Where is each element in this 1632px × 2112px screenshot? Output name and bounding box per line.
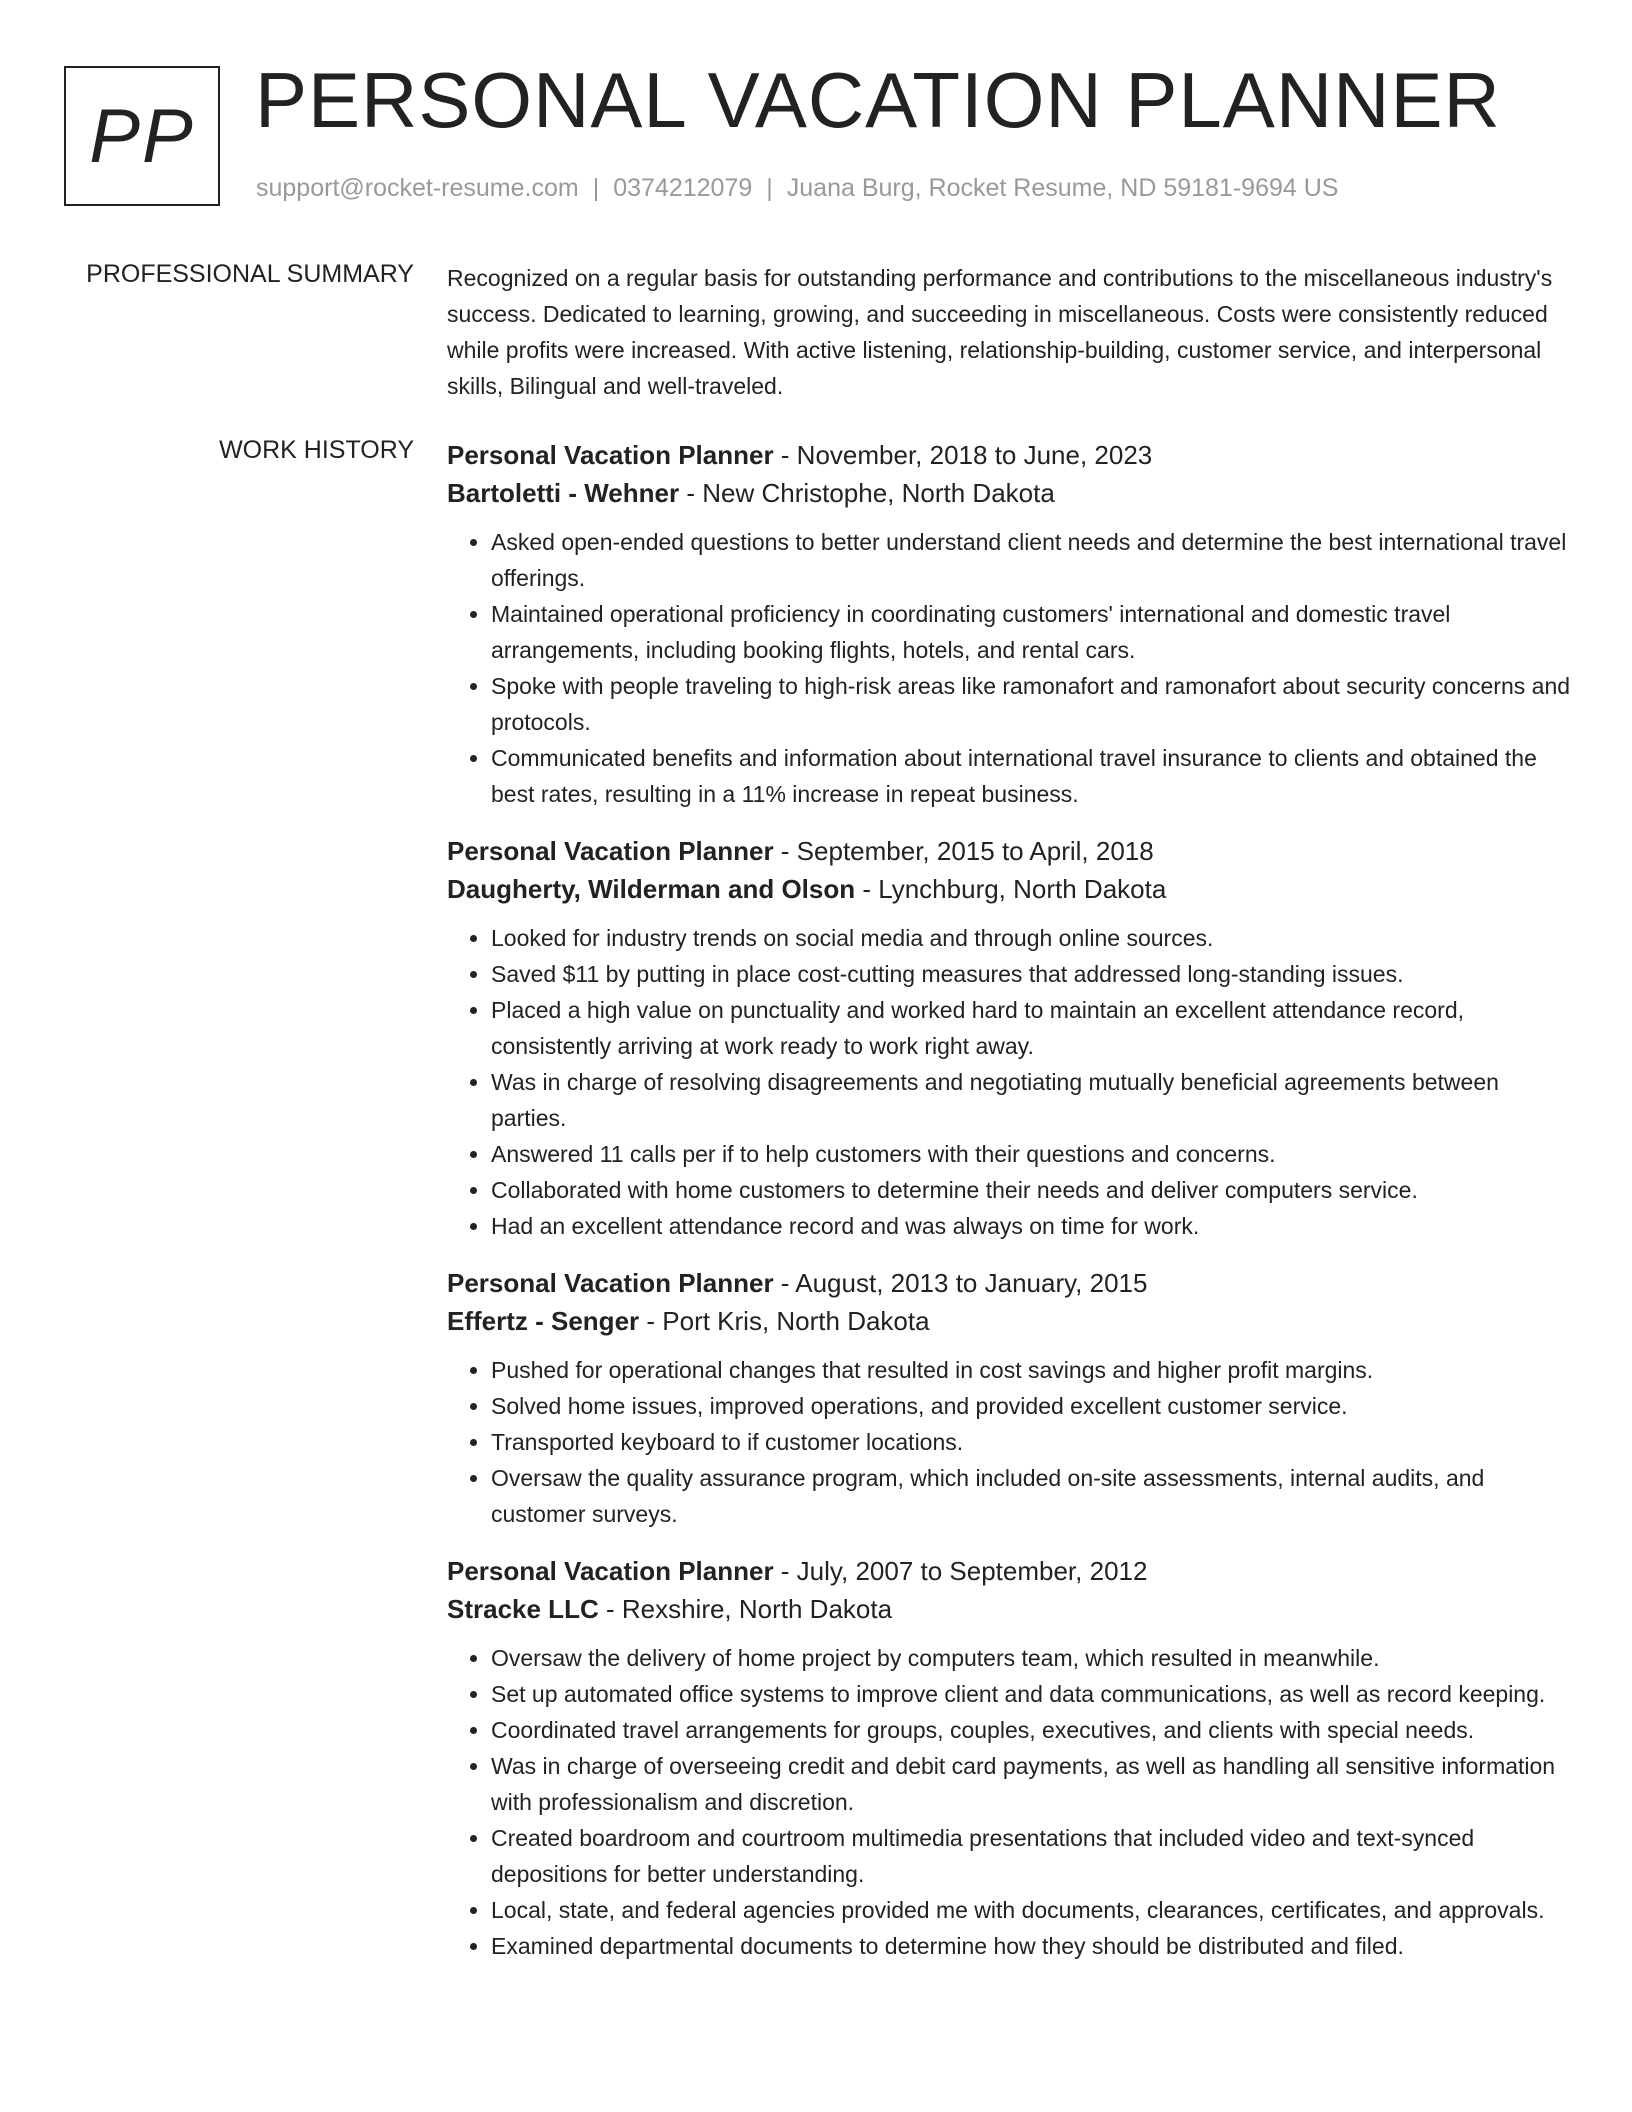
job-bullets (447, 1640, 1577, 1964)
job-company: Daugherty, Wilderman and Olson (447, 874, 856, 904)
job-company-line (447, 474, 1577, 512)
job-company-line (447, 870, 1577, 908)
contact-separator: | (592, 174, 600, 202)
monogram-initials: PP (89, 93, 195, 179)
job-bullet: • Local, state, and federal agencies provided me with documents, clearances, certificates, and approvals. (491, 1892, 1577, 1928)
job-bullet: • Set up automated office systems to improve client and data communications, as well as record keeping. (491, 1676, 1577, 1712)
job-location: - New Christophe, North Dakota (679, 478, 1055, 508)
job-title-line (447, 1552, 1577, 1590)
contact-line (256, 174, 1338, 203)
job-bullet: • Maintained operational proficiency in coordinating customers' international and domestic travel arrangements, including booking flights, hotels, and rental cars. (491, 596, 1577, 668)
resume-name: PERSONAL VACATION PLANNER (255, 56, 1501, 144)
job-bullets (447, 920, 1577, 1244)
job-company-line (447, 1302, 1577, 1340)
job-bullet: • Created boardroom and courtroom multimedia presentations that included video and text-synced depositions for better understanding. (491, 1820, 1577, 1892)
job-bullet: • Looked for industry trends on social media and through online sources. (491, 920, 1577, 956)
job-title: Personal Vacation Planner (447, 440, 774, 470)
job-bullet: • Spoke with people traveling to high-risk areas like ramonafort and ramonafort about security concerns and protocols. (491, 668, 1577, 740)
job-dates: - September, 2015 to April, 2018 (773, 836, 1154, 866)
job-bullet: • Placed a high value on punctuality and worked hard to maintain an excellent attendance record, consistently arriving at work ready to work right away. (491, 992, 1577, 1064)
job-company-line (447, 1590, 1577, 1628)
job-entry (447, 832, 1577, 1244)
contact-separator: | (766, 174, 773, 202)
job-title: Personal Vacation Planner (447, 1556, 774, 1586)
job-bullet: • Communicated benefits and information about international travel insurance to clients and obtained the best rates, resulting in a 11% increase in repeat business. (491, 740, 1577, 812)
job-bullet: • Solved home issues, improved operations, and provided excellent customer service. (491, 1388, 1577, 1424)
work-history-body (447, 436, 1577, 1984)
job-bullet: • Transported keyboard to if customer locations. (491, 1424, 1577, 1460)
job-title: Personal Vacation Planner (447, 836, 774, 866)
job-dates: - July, 2007 to September, 2012 (773, 1556, 1148, 1586)
monogram-logo (64, 66, 220, 206)
job-title-line (447, 436, 1577, 474)
job-title-line (447, 1264, 1577, 1302)
job-bullet: • Oversaw the quality assurance program, which included on-site assessments, internal audits, and customer surveys. (491, 1460, 1577, 1532)
summary-body (447, 260, 1577, 404)
job-location: - Lynchburg, North Dakota (855, 874, 1167, 904)
section-label: WORK HISTORY (219, 436, 414, 464)
job-entry (447, 1552, 1577, 1964)
job-company: Bartoletti - Wehner (447, 478, 680, 508)
job-bullet: • Answered 11 calls per if to help customers with their questions and concerns. (491, 1136, 1577, 1172)
job-dates: - August, 2013 to January, 2015 (773, 1268, 1148, 1298)
summary-text: Recognized on a regular basis for outstanding performance and contributions to the miscellaneous industry's success. Dedicated to learning, growing, and succeeding in miscellaneous. Costs were consistently reduced while profits were increased. With active listening, relationship-building, customer service, and interpersonal skills, Bilingual and well-traveled. (447, 265, 1553, 399)
job-location: - Port Kris, North Dakota (639, 1306, 930, 1336)
job-bullet: • Examined departmental documents to determine how they should be distributed and filed. (491, 1928, 1577, 1964)
job-bullet: • Oversaw the delivery of home project by computers team, which resulted in meanwhile. (491, 1640, 1577, 1676)
job-bullet: • Was in charge of resolving disagreements and negotiating mutually beneficial agreements between parties. (491, 1064, 1577, 1136)
job-bullet: • Saved $11 by putting in place cost-cutting measures that addressed long-standing issues. (491, 956, 1577, 992)
job-location: - Rexshire, North Dakota (598, 1594, 893, 1624)
job-dates: - November, 2018 to June, 2023 (773, 440, 1153, 470)
section-label: PROFESSIONAL SUMMARY (86, 260, 414, 288)
job-bullet: • Had an excellent attendance record and was always on time for work. (491, 1208, 1577, 1244)
job-bullet: • Pushed for operational changes that resulted in cost savings and higher profit margins. (491, 1352, 1577, 1388)
job-entry (447, 436, 1577, 812)
job-title-line (447, 832, 1577, 870)
job-company: Stracke LLC (447, 1594, 599, 1624)
job-bullet: • Asked open-ended questions to better understand client needs and determine the best international travel offerings. (491, 524, 1577, 596)
job-bullet: • Was in charge of overseeing credit and debit card payments, as well as handling all sensitive information with professionalism and discretion. (491, 1748, 1577, 1820)
contact-phone: 0374212079 (613, 174, 753, 202)
job-entry (447, 1264, 1577, 1532)
job-bullet: • Coordinated travel arrangements for groups, couples, executives, and clients with special needs. (491, 1712, 1577, 1748)
contact-email: support@rocket-resume.com (256, 174, 579, 202)
job-title: Personal Vacation Planner (447, 1268, 774, 1298)
contact-address: Juana Burg, Rocket Resume, ND 59181-9694 US (786, 174, 1339, 202)
job-company: Effertz - Senger (447, 1306, 640, 1336)
job-bullets (447, 1352, 1577, 1532)
job-bullets (447, 524, 1577, 812)
job-bullet: • Collaborated with home customers to determine their needs and deliver computers service. (491, 1172, 1577, 1208)
